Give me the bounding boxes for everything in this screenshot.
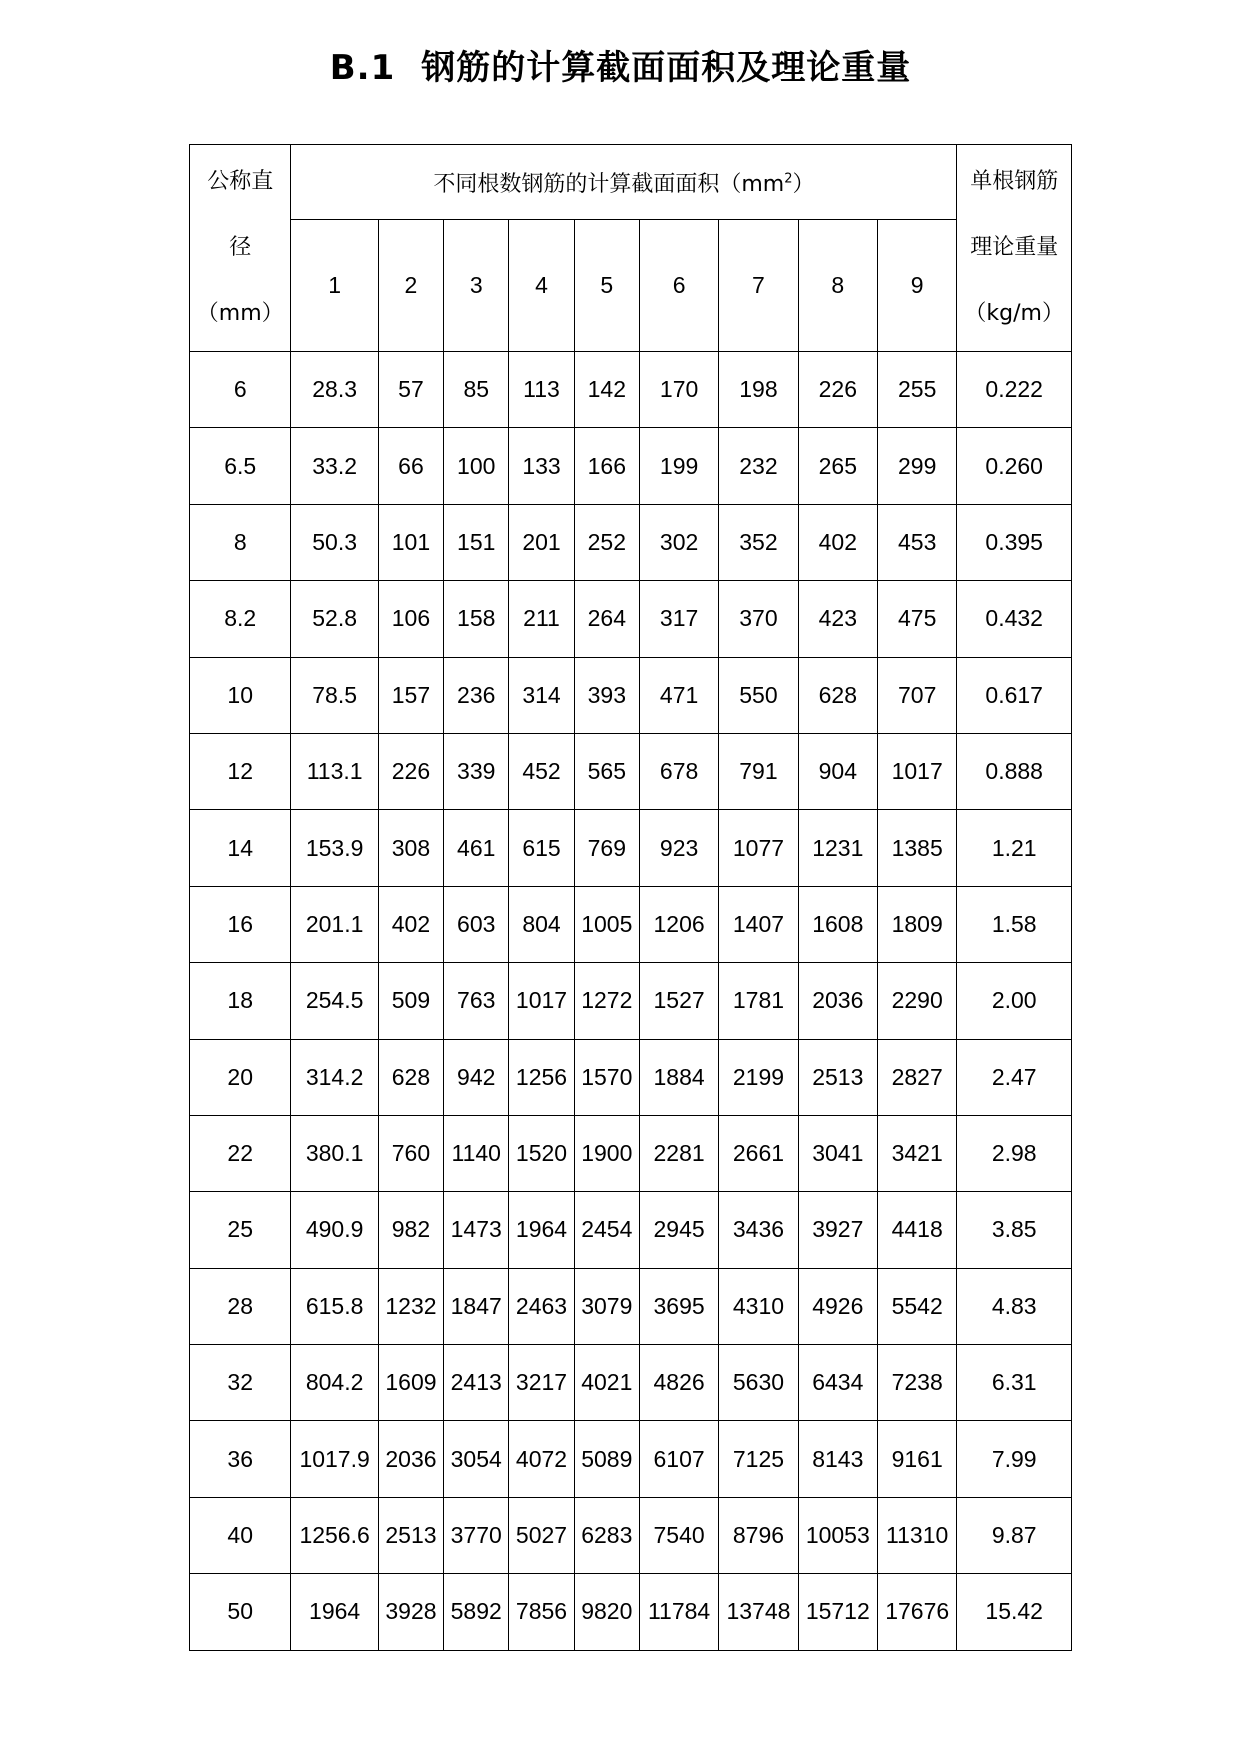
area-cell: 769 <box>574 810 639 886</box>
table-row <box>190 428 1072 504</box>
area-cell: 3770 <box>444 1497 509 1573</box>
table-row <box>190 886 1072 962</box>
area-cell: 707 <box>877 657 956 733</box>
area-cell: 509 <box>378 963 443 1039</box>
weight-header-line: 理论重量 <box>970 235 1059 260</box>
area-cell: 1407 <box>719 886 798 962</box>
diameter-cell: 25 <box>190 1192 291 1268</box>
area-cell: 1017 <box>877 733 956 809</box>
area-cell: 101 <box>378 504 443 580</box>
weight-header-line: （kg/m） <box>964 301 1064 326</box>
weight-cell: 0.888 <box>957 733 1072 809</box>
area-cell: 236 <box>444 657 509 733</box>
area-cell: 380.1 <box>291 1115 378 1191</box>
diameter-cell: 12 <box>190 733 291 809</box>
area-header-close: ） <box>792 171 815 197</box>
area-cell: 9161 <box>877 1421 956 1497</box>
diameter-header-line: （mm） <box>196 301 284 326</box>
area-cell: 1781 <box>719 963 798 1039</box>
diameter-header <box>190 145 291 352</box>
table-row <box>190 1192 1072 1268</box>
area-cell: 4021 <box>574 1345 639 1421</box>
table-row <box>190 733 1072 809</box>
area-cell: 370 <box>719 581 798 657</box>
area-cell: 106 <box>378 581 443 657</box>
area-cell: 7238 <box>877 1345 956 1421</box>
area-cell: 461 <box>444 810 509 886</box>
table-row <box>190 657 1072 733</box>
area-cell: 339 <box>444 733 509 809</box>
area-cell: 1900 <box>574 1115 639 1191</box>
area-cell: 2513 <box>798 1039 877 1115</box>
weight-cell: 0.222 <box>957 352 1072 428</box>
area-cell: 5892 <box>444 1574 509 1650</box>
area-cell: 5542 <box>877 1268 956 1344</box>
area-cell: 678 <box>639 733 718 809</box>
table-row <box>190 1421 1072 1497</box>
diameter-cell: 20 <box>190 1039 291 1115</box>
area-cell: 308 <box>378 810 443 886</box>
area-cell: 565 <box>574 733 639 809</box>
area-cell: 1272 <box>574 963 639 1039</box>
area-cell: 1473 <box>444 1192 509 1268</box>
area-cell: 471 <box>639 657 718 733</box>
area-cell: 628 <box>378 1039 443 1115</box>
area-cell: 1527 <box>639 963 718 1039</box>
area-cell: 265 <box>798 428 877 504</box>
area-cell: 133 <box>509 428 574 504</box>
weight-cell: 0.260 <box>957 428 1072 504</box>
area-cell: 1017.9 <box>291 1421 378 1497</box>
area-cell: 423 <box>798 581 877 657</box>
count-header-cell: 6 <box>639 220 718 352</box>
area-cell: 760 <box>378 1115 443 1191</box>
area-cell: 2463 <box>509 1268 574 1344</box>
area-cell: 232 <box>719 428 798 504</box>
area-cell: 11310 <box>877 1497 956 1573</box>
count-header-cell: 8 <box>798 220 877 352</box>
area-cell: 352 <box>719 504 798 580</box>
area-cell: 1231 <box>798 810 877 886</box>
area-cell: 255 <box>877 352 956 428</box>
area-cell: 1256.6 <box>291 1497 378 1573</box>
area-cell: 3217 <box>509 1345 574 1421</box>
area-cell: 2036 <box>378 1421 443 1497</box>
area-cell: 6283 <box>574 1497 639 1573</box>
area-cell: 113 <box>509 352 574 428</box>
table-row <box>190 963 1072 1039</box>
area-cell: 3041 <box>798 1115 877 1191</box>
area-cell: 402 <box>798 504 877 580</box>
diameter-cell: 18 <box>190 963 291 1039</box>
area-cell: 254.5 <box>291 963 378 1039</box>
area-cell: 66 <box>378 428 443 504</box>
area-cell: 211 <box>509 581 574 657</box>
area-cell: 33.2 <box>291 428 378 504</box>
area-cell: 1017 <box>509 963 574 1039</box>
area-cell: 50.3 <box>291 504 378 580</box>
page-title <box>0 44 1241 92</box>
area-cell: 317 <box>639 581 718 657</box>
area-cell: 904 <box>798 733 877 809</box>
weight-header-line: 单根钢筋 <box>970 169 1059 194</box>
diameter-header-line: 公称直 <box>207 169 274 194</box>
area-cell: 15712 <box>798 1574 877 1650</box>
weight-cell: 6.31 <box>957 1345 1072 1421</box>
area-cell: 393 <box>574 657 639 733</box>
area-cell: 7856 <box>509 1574 574 1650</box>
section-number: B.1 <box>329 48 396 88</box>
area-cell: 2454 <box>574 1192 639 1268</box>
area-cell: 8796 <box>719 1497 798 1573</box>
diameter-cell: 8 <box>190 504 291 580</box>
weight-cell: 0.617 <box>957 657 1072 733</box>
table-row <box>190 1497 1072 1573</box>
area-cell: 17676 <box>877 1574 956 1650</box>
weight-cell: 2.47 <box>957 1039 1072 1115</box>
diameter-cell: 36 <box>190 1421 291 1497</box>
area-cell: 804 <box>509 886 574 962</box>
area-cell: 2281 <box>639 1115 718 1191</box>
diameter-cell: 50 <box>190 1574 291 1650</box>
area-cell: 264 <box>574 581 639 657</box>
area-cell: 153.9 <box>291 810 378 886</box>
diameter-cell: 40 <box>190 1497 291 1573</box>
table-row <box>190 504 1072 580</box>
area-cell: 942 <box>444 1039 509 1115</box>
area-cell: 299 <box>877 428 956 504</box>
area-cell: 199 <box>639 428 718 504</box>
area-header-text: 不同根数钢筋的计算截面面积（mm <box>433 171 785 197</box>
table-row <box>190 1268 1072 1344</box>
area-cell: 3421 <box>877 1115 956 1191</box>
table-row <box>190 1115 1072 1191</box>
area-cell: 78.5 <box>291 657 378 733</box>
area-cell: 3054 <box>444 1421 509 1497</box>
area-cell: 1385 <box>877 810 956 886</box>
area-cell: 1520 <box>509 1115 574 1191</box>
weight-cell: 9.87 <box>957 1497 1072 1573</box>
area-cell: 1964 <box>509 1192 574 1268</box>
area-cell: 1005 <box>574 886 639 962</box>
area-cell: 1232 <box>378 1268 443 1344</box>
area-cell: 2036 <box>798 963 877 1039</box>
area-cell: 4826 <box>639 1345 718 1421</box>
area-cell: 475 <box>877 581 956 657</box>
area-cell: 7540 <box>639 1497 718 1573</box>
diameter-cell: 22 <box>190 1115 291 1191</box>
area-cell: 982 <box>378 1192 443 1268</box>
rebar-area-weight-table <box>189 144 1072 1651</box>
count-header-cell: 4 <box>509 220 574 352</box>
table-row <box>190 581 1072 657</box>
area-cell: 5630 <box>719 1345 798 1421</box>
diameter-cell: 6.5 <box>190 428 291 504</box>
weight-cell: 2.00 <box>957 963 1072 1039</box>
header-row-1 <box>190 145 1072 220</box>
area-cell: 2290 <box>877 963 956 1039</box>
weight-cell: 4.83 <box>957 1268 1072 1344</box>
weight-cell: 0.395 <box>957 504 1072 580</box>
weight-header <box>957 145 1072 352</box>
count-header-cell: 7 <box>719 220 798 352</box>
area-cell: 252 <box>574 504 639 580</box>
weight-cell: 0.432 <box>957 581 1072 657</box>
table-row <box>190 1574 1072 1650</box>
diameter-header-line: 径 <box>229 235 252 260</box>
weight-cell: 2.98 <box>957 1115 1072 1191</box>
area-header <box>291 145 957 220</box>
area-cell: 1570 <box>574 1039 639 1115</box>
count-header-cell: 1 <box>291 220 378 352</box>
area-cell: 314.2 <box>291 1039 378 1115</box>
area-cell: 166 <box>574 428 639 504</box>
area-cell: 923 <box>639 810 718 886</box>
area-cell: 201.1 <box>291 886 378 962</box>
area-cell: 763 <box>444 963 509 1039</box>
table-row <box>190 1039 1072 1115</box>
area-cell: 10053 <box>798 1497 877 1573</box>
area-header-superscript: 2 <box>784 171 793 187</box>
area-cell: 8143 <box>798 1421 877 1497</box>
area-cell: 1964 <box>291 1574 378 1650</box>
diameter-cell: 16 <box>190 886 291 962</box>
area-cell: 2199 <box>719 1039 798 1115</box>
area-cell: 5089 <box>574 1421 639 1497</box>
count-header-cell: 3 <box>444 220 509 352</box>
area-cell: 151 <box>444 504 509 580</box>
area-cell: 452 <box>509 733 574 809</box>
table-row <box>190 810 1072 886</box>
area-cell: 3436 <box>719 1192 798 1268</box>
area-cell: 85 <box>444 352 509 428</box>
count-header-cell: 2 <box>378 220 443 352</box>
diameter-cell: 14 <box>190 810 291 886</box>
area-cell: 3695 <box>639 1268 718 1344</box>
weight-cell: 1.58 <box>957 886 1072 962</box>
area-cell: 791 <box>719 733 798 809</box>
area-cell: 6107 <box>639 1421 718 1497</box>
area-cell: 28.3 <box>291 352 378 428</box>
area-cell: 11784 <box>639 1574 718 1650</box>
diameter-cell: 32 <box>190 1345 291 1421</box>
weight-cell: 3.85 <box>957 1192 1072 1268</box>
area-cell: 6434 <box>798 1345 877 1421</box>
diameter-cell: 6 <box>190 352 291 428</box>
area-cell: 1077 <box>719 810 798 886</box>
area-cell: 3927 <box>798 1192 877 1268</box>
area-cell: 198 <box>719 352 798 428</box>
area-cell: 1140 <box>444 1115 509 1191</box>
area-cell: 302 <box>639 504 718 580</box>
area-cell: 4310 <box>719 1268 798 1344</box>
area-cell: 615.8 <box>291 1268 378 1344</box>
area-cell: 100 <box>444 428 509 504</box>
area-cell: 4072 <box>509 1421 574 1497</box>
diameter-cell: 8.2 <box>190 581 291 657</box>
weight-cell: 1.21 <box>957 810 1072 886</box>
table-row <box>190 1345 1072 1421</box>
area-cell: 1206 <box>639 886 718 962</box>
count-header-cell: 5 <box>574 220 639 352</box>
area-cell: 603 <box>444 886 509 962</box>
area-cell: 2945 <box>639 1192 718 1268</box>
area-cell: 157 <box>378 657 443 733</box>
area-cell: 4926 <box>798 1268 877 1344</box>
area-cell: 13748 <box>719 1574 798 1650</box>
area-cell: 453 <box>877 504 956 580</box>
area-cell: 57 <box>378 352 443 428</box>
area-cell: 1256 <box>509 1039 574 1115</box>
area-cell: 142 <box>574 352 639 428</box>
diameter-cell: 10 <box>190 657 291 733</box>
area-cell: 804.2 <box>291 1345 378 1421</box>
table-row <box>190 352 1072 428</box>
area-cell: 226 <box>798 352 877 428</box>
area-cell: 158 <box>444 581 509 657</box>
area-cell: 4418 <box>877 1192 956 1268</box>
area-cell: 402 <box>378 886 443 962</box>
area-cell: 1608 <box>798 886 877 962</box>
area-cell: 490.9 <box>291 1192 378 1268</box>
area-cell: 615 <box>509 810 574 886</box>
area-cell: 3928 <box>378 1574 443 1650</box>
area-cell: 1884 <box>639 1039 718 1115</box>
weight-cell: 7.99 <box>957 1421 1072 1497</box>
diameter-cell: 28 <box>190 1268 291 1344</box>
area-cell: 3079 <box>574 1268 639 1344</box>
area-cell: 550 <box>719 657 798 733</box>
area-cell: 2827 <box>877 1039 956 1115</box>
count-header-cell: 9 <box>877 220 956 352</box>
area-cell: 1847 <box>444 1268 509 1344</box>
section-title: 钢筋的计算截面面积及理论重量 <box>421 48 912 88</box>
area-cell: 52.8 <box>291 581 378 657</box>
area-cell: 113.1 <box>291 733 378 809</box>
area-cell: 1809 <box>877 886 956 962</box>
area-cell: 226 <box>378 733 443 809</box>
area-cell: 2413 <box>444 1345 509 1421</box>
area-cell: 2661 <box>719 1115 798 1191</box>
weight-cell: 15.42 <box>957 1574 1072 1650</box>
area-cell: 1609 <box>378 1345 443 1421</box>
area-cell: 5027 <box>509 1497 574 1573</box>
area-cell: 170 <box>639 352 718 428</box>
area-cell: 9820 <box>574 1574 639 1650</box>
area-cell: 628 <box>798 657 877 733</box>
area-cell: 2513 <box>378 1497 443 1573</box>
header-row-counts <box>190 220 1072 352</box>
area-cell: 201 <box>509 504 574 580</box>
area-cell: 7125 <box>719 1421 798 1497</box>
area-cell: 314 <box>509 657 574 733</box>
